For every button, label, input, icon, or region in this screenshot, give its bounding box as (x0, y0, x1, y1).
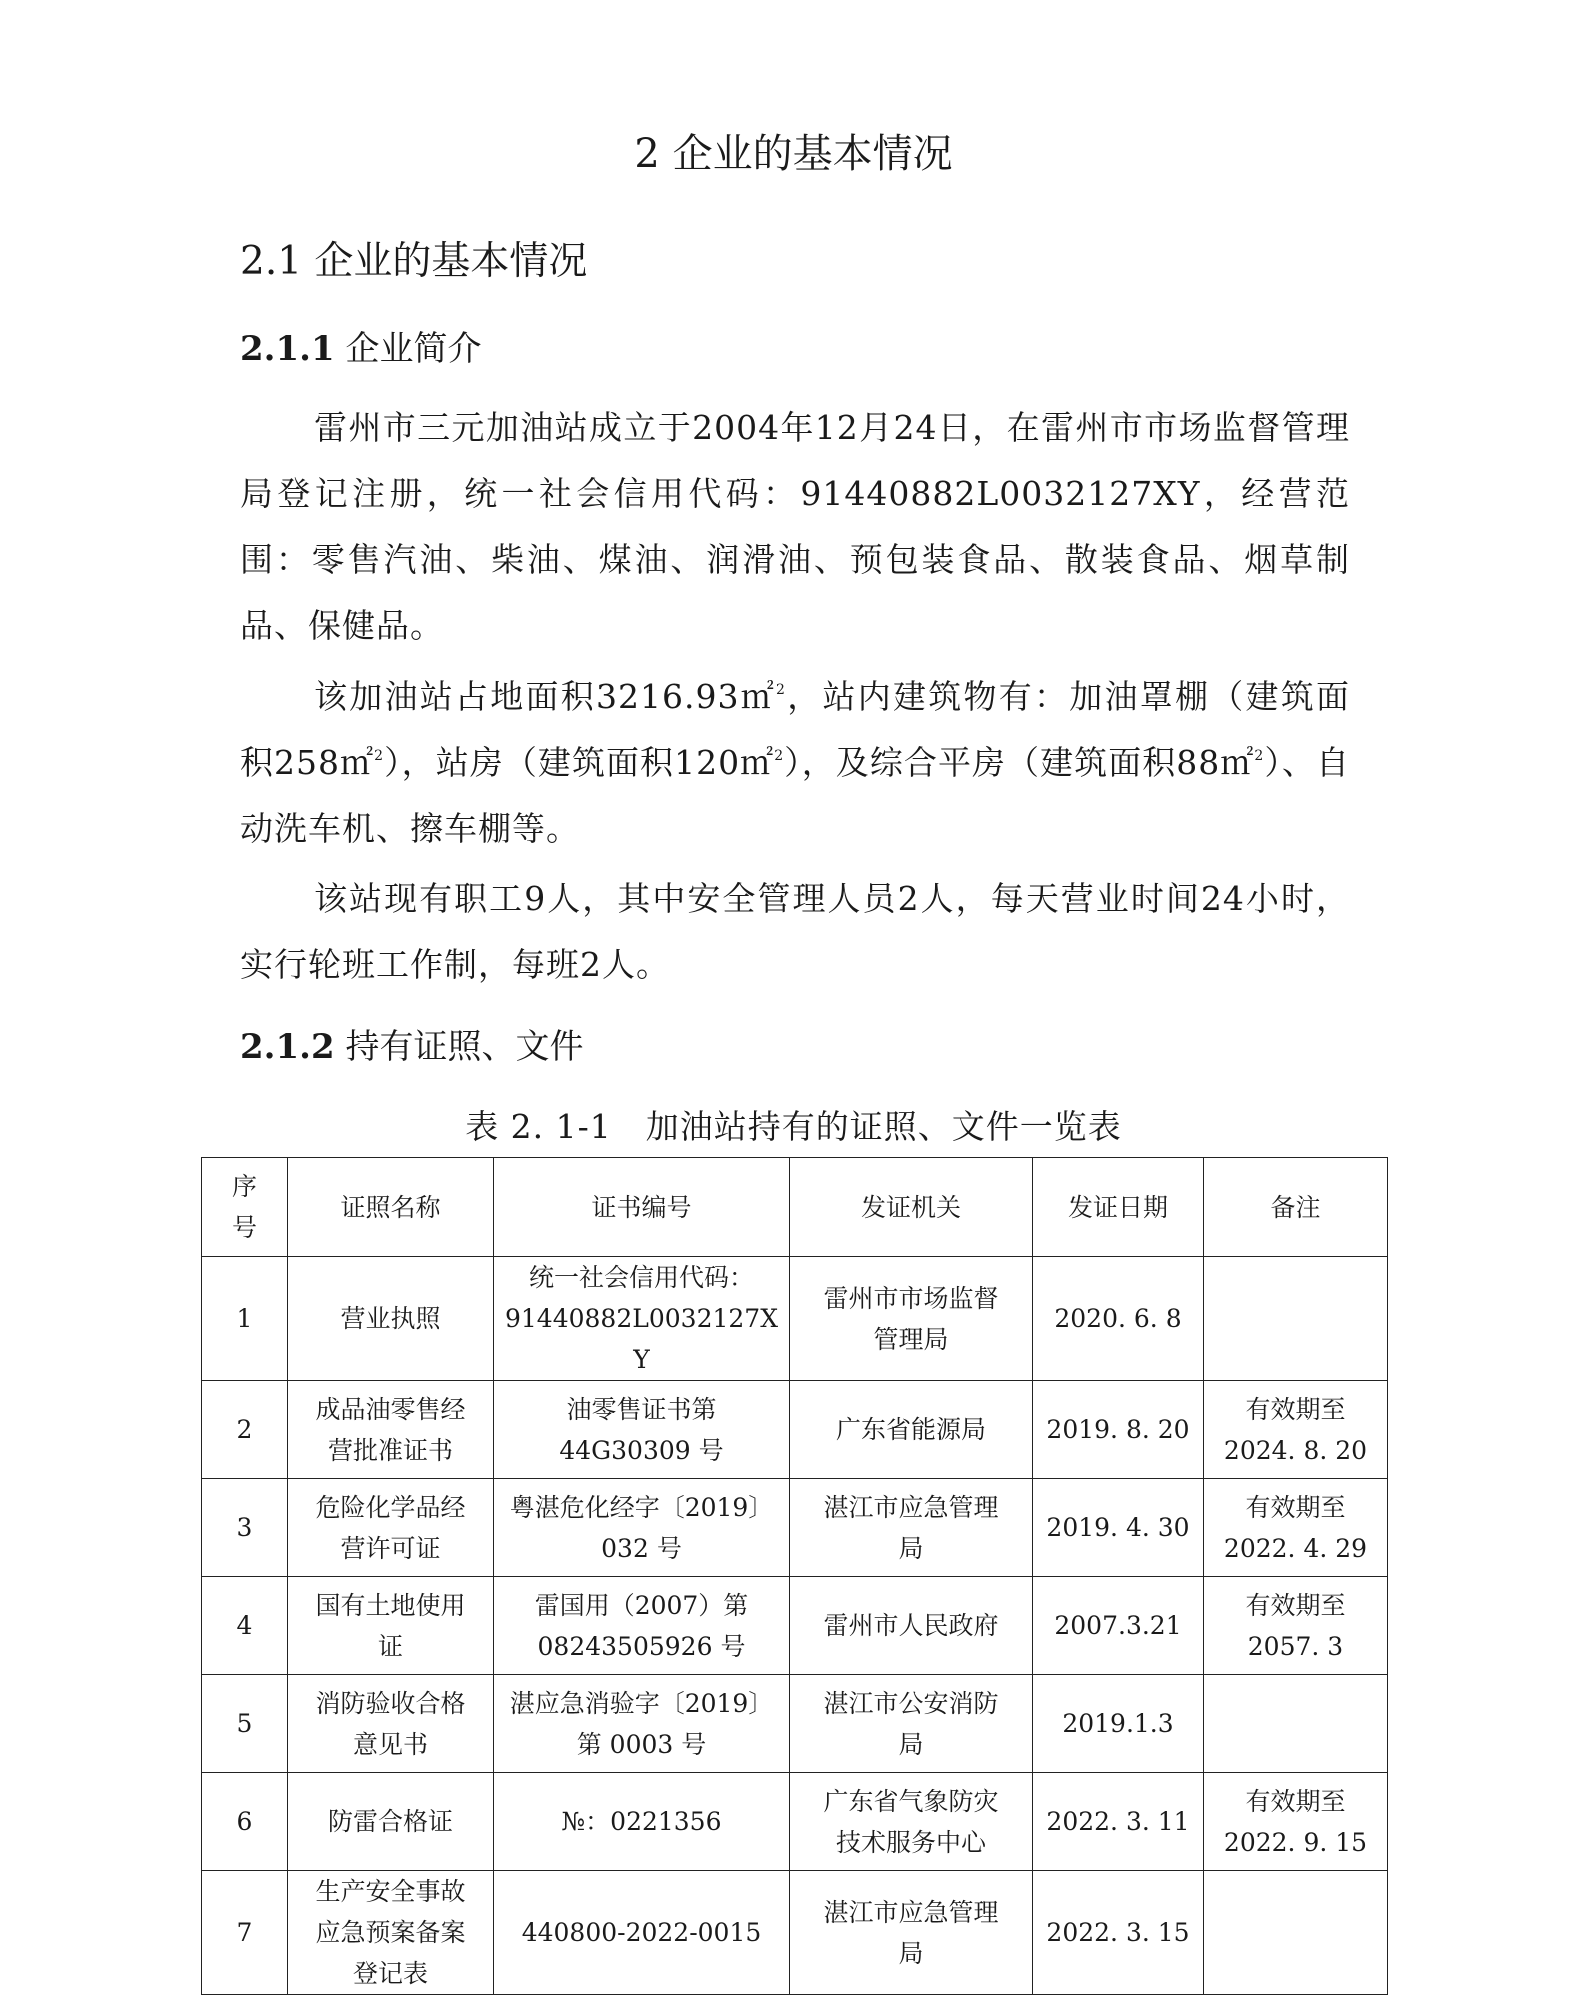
cell-issuer (790, 1675, 1033, 1773)
cell-number (494, 1381, 790, 1479)
table-header-row (202, 1158, 1388, 1257)
header-date: 发证日期 (1033, 1158, 1204, 1257)
table-row (202, 1381, 1388, 1479)
cell-line: 危险化学品经 (315, 1492, 466, 1522)
cell-remark (1204, 1479, 1388, 1577)
cell-line: 营许可证 (340, 1533, 441, 1563)
text-segment: ），站房（建筑面积120㎡ (384, 743, 775, 782)
cell-line: №：0221356 (561, 1807, 722, 1836)
table-row (202, 1257, 1388, 1381)
cell-line: 032 号 (601, 1533, 682, 1563)
cell-seq: 3 (202, 1479, 288, 1577)
header-seq-line: 号 (231, 1213, 257, 1242)
cell-name (288, 1381, 494, 1479)
chapter-title: 2 企业的基本情况 (634, 131, 953, 177)
cell-seq: 5 (202, 1675, 288, 1773)
cell-seq: 4 (202, 1577, 288, 1675)
cell-line: 有效期至 (1245, 1394, 1346, 1424)
cell-line: 广东省能源局 (835, 1415, 986, 1444)
cell-line: 2022. 4. 29 (1223, 1533, 1368, 1563)
cell-number (494, 1675, 790, 1773)
cell-line: 湛江市应急管理 (823, 1492, 999, 1522)
cell-line: 管理局 (873, 1324, 949, 1354)
cell-line: 08243505926 号 (537, 1631, 746, 1661)
cell-remark (1204, 1871, 1388, 1995)
cell-remark (1204, 1577, 1388, 1675)
cell-line: 防雷合格证 (327, 1807, 453, 1836)
cell-date: 2020. 6. 8 (1033, 1257, 1204, 1381)
cell-name (288, 1773, 494, 1871)
cell-line: 局 (898, 1533, 924, 1563)
superscript: 2 (374, 748, 385, 764)
superscript: 2 (774, 748, 785, 764)
table-row (202, 1773, 1388, 1871)
cell-remark (1204, 1381, 1388, 1479)
cell-line: 局 (898, 1729, 924, 1759)
cell-name (288, 1479, 494, 1577)
cell-seq: 6 (202, 1773, 288, 1871)
cell-issuer (790, 1871, 1033, 1995)
cell-line: 湛应急消验字〔2019〕 (509, 1688, 774, 1718)
cell-line: 统一社会信用代码： (528, 1263, 754, 1292)
cell-line: 湛江市应急管理 (823, 1897, 999, 1927)
cell-seq: 2 (202, 1381, 288, 1479)
cell-line: 广东省气象防灾 (823, 1786, 999, 1816)
cell-date: 2019. 4. 30 (1033, 1479, 1204, 1577)
cell-line: 440800-2022-0015 (521, 1918, 762, 1947)
certificates-table (201, 1157, 1388, 1995)
cell-date: 2019. 8. 20 (1033, 1381, 1204, 1479)
cell-line: 营业执照 (340, 1304, 441, 1333)
subsection-label: 持有证照、文件 (345, 1027, 584, 1067)
table-row (202, 1577, 1388, 1675)
cell-line: 44G30309 号 (559, 1435, 724, 1465)
cell-number (494, 1871, 790, 1995)
header-name: 证照名称 (288, 1158, 494, 1257)
text-segment: ，站内建筑物有：加油罩棚（建筑面积258㎡ (240, 677, 1351, 782)
cell-line: 2024. 8. 20 (1223, 1435, 1368, 1465)
cell-line: 登记表 (352, 1959, 428, 1988)
cell-line: 营批准证书 (327, 1435, 453, 1465)
cell-name (288, 1871, 494, 1995)
cell-line: 2022. 9. 15 (1223, 1827, 1368, 1857)
cell-line: 消防验收合格 (315, 1688, 466, 1718)
text-segment: 该加油站占地面积3216.93㎡ (314, 677, 777, 716)
table-row (202, 1871, 1388, 1995)
cell-line: 有效期至 (1245, 1786, 1346, 1816)
cell-line: 意见书 (352, 1729, 428, 1759)
header-seq (202, 1158, 288, 1257)
cell-line: 雷州市人民政府 (823, 1611, 999, 1640)
paragraph-staff: 该站现有职工9人，其中安全管理人员2人，每天营业时间24小时，实行轮班工作制，每班2人。 (240, 879, 1350, 984)
cell-date: 2022. 3. 15 (1033, 1871, 1204, 1995)
cell-line: 雷国用（2007）第 (534, 1590, 749, 1620)
cell-number (494, 1479, 790, 1577)
subsection-title-certificates (240, 1024, 583, 1070)
cell-name (288, 1577, 494, 1675)
header-seq-line: 序 (231, 1172, 257, 1201)
header-issuer: 发证机关 (790, 1158, 1033, 1257)
cell-line: 91440882L0032127XY (505, 1304, 778, 1374)
section-title: 2.1 企业的基本情况 (240, 239, 588, 284)
cell-number (494, 1773, 790, 1871)
cell-line: 有效期至 (1245, 1590, 1346, 1620)
cell-number (494, 1257, 790, 1381)
cell-date: 2019.1.3 (1033, 1675, 1204, 1773)
cell-issuer (790, 1381, 1033, 1479)
subsection-number: 2.1.1 (240, 329, 335, 369)
cell-line: 湛江市公安消防 (823, 1688, 999, 1718)
text-segment: ），及综合平房（建筑面积88㎡ (784, 743, 1255, 782)
cell-line: 国有土地使用 (315, 1590, 466, 1620)
cell-line: 成品油零售经 (315, 1394, 466, 1424)
cell-date: 2007.3.21 (1033, 1577, 1204, 1675)
header-number: 证书编号 (494, 1158, 790, 1257)
cell-number (494, 1577, 790, 1675)
cell-seq: 7 (202, 1871, 288, 1995)
cell-issuer (790, 1577, 1033, 1675)
table-caption: 表 2. 1-1 加油站持有的证照、文件一览表 (465, 1107, 1122, 1146)
cell-seq: 1 (202, 1257, 288, 1381)
header-remark: 备注 (1204, 1158, 1388, 1257)
cell-issuer (790, 1773, 1033, 1871)
text-segment: ）、自动洗车机、擦车棚等。 (240, 743, 1350, 848)
superscript: 2 (1254, 748, 1265, 764)
cell-line: 雷州市市场监督 (823, 1283, 999, 1313)
table-row (202, 1675, 1388, 1773)
subsection-label: 企业简介 (345, 329, 482, 369)
cell-line: 生产安全事故 (315, 1877, 466, 1906)
cell-line: 油零售证书第 (566, 1394, 717, 1424)
cell-date: 2022. 3. 11 (1033, 1773, 1204, 1871)
subsection-number: 2.1.2 (240, 1027, 335, 1067)
table-row (202, 1479, 1388, 1577)
paragraph-company-intro: 雷州市三元加油站成立于2004年12月24日，在雷州市市场监督管理局登记注册，统一社会信用代码：91440882L0032127XY，经营范围：零售汽油、柴油、煤油、润滑油、预包装食品、散装食品、烟草制品、保健品。 (240, 408, 1350, 645)
cell-line: 应急预案备案 (315, 1918, 466, 1947)
cell-line: 技术服务中心 (835, 1827, 986, 1857)
cell-line: 粤湛危化经字〔2019〕 (509, 1492, 774, 1522)
cell-name (288, 1257, 494, 1381)
cell-issuer (790, 1257, 1033, 1381)
cell-line: 2057. 3 (1247, 1631, 1344, 1661)
superscript: 2 (776, 682, 786, 698)
cell-issuer (790, 1479, 1033, 1577)
paragraph-site-area (240, 664, 1350, 862)
cell-line: 局 (898, 1938, 924, 1968)
cell-line: 证 (377, 1631, 403, 1661)
cell-name (288, 1675, 494, 1773)
cell-line: 第 0003 号 (576, 1729, 707, 1759)
cell-remark (1204, 1773, 1388, 1871)
cell-line: 有效期至 (1245, 1492, 1346, 1522)
cell-remark (1204, 1257, 1388, 1381)
cell-remark (1204, 1675, 1388, 1773)
subsection-title-intro (240, 326, 481, 372)
